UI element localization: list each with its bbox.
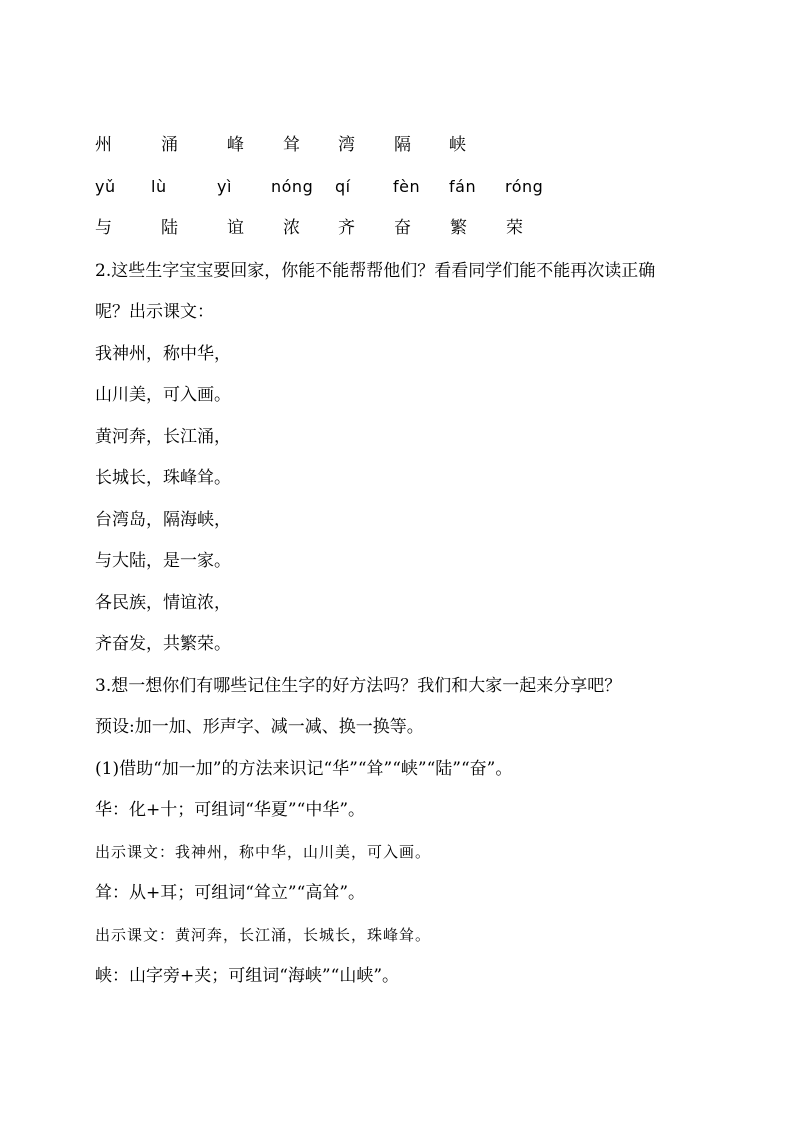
poem-line: 各民族，情谊浓， (95, 593, 231, 613)
pinyin-cell: fèn (393, 177, 421, 196)
pinyin-cell: róng (505, 177, 544, 196)
char-cell: 齐 (338, 218, 355, 238)
xia-explanation: 峡：山字旁+夹；可组词“海峡”“山峡”。 (95, 966, 400, 986)
text-excerpt-2: 出示课文：黄河奔，长江涌，长城长，珠峰耸。 (95, 926, 432, 944)
song-explanation: 耸：从+耳；可组词“耸立”“高耸”。 (95, 883, 366, 903)
hua-explanation: 华：化+十；可组词“华夏”“中华”。 (95, 800, 366, 820)
question-3: 3.想一想你们有哪些记住生字的好方法吗？我们和大家一起来分享吧？ (95, 676, 622, 696)
poem-line: 我神州，称中华， (95, 344, 231, 364)
char-cell: 峰 (227, 135, 244, 155)
char-cell: 峡 (449, 135, 466, 155)
poem-line: 黄河奔，长江涌， (95, 427, 231, 447)
question-2-line-1: 2.这些生字宝宝要回家，你能不能帮帮他们？看看同学们能不能再次读正确 (95, 261, 656, 281)
poem-line: 与大陆，是一家。 (95, 551, 231, 571)
char-cell: 涌 (161, 135, 178, 155)
pinyin-cell: fán (449, 177, 477, 196)
char-cell: 与 (95, 218, 112, 238)
poem-line: 台湾岛，隔海峡， (95, 510, 231, 530)
char-cell: 隔 (394, 135, 411, 155)
subsection-1: (1)借助“加一加”的方法来识记“华”“耸”“峡”“陆”“奋”。 (95, 759, 513, 779)
char-cell: 繁 (450, 218, 467, 238)
char-cell: 湾 (338, 135, 355, 155)
char-cell: 州 (95, 135, 112, 155)
question-2-line-2: 呢？出示课文： (95, 302, 214, 322)
preset-line: 预设:加一加、形声字、减一减、换一换等。 (95, 717, 424, 737)
pinyin-cell: qí (335, 177, 351, 196)
char-cell: 耸 (283, 135, 300, 155)
pinyin-cell: yì (217, 177, 232, 196)
char-cell: 荣 (506, 218, 523, 238)
poem-line: 长城长，珠峰耸。 (95, 468, 231, 488)
poem-line: 山川美，可入画。 (95, 385, 231, 405)
pinyin-cell: lù (151, 177, 167, 196)
char-row-2 (0, 216, 794, 240)
char-cell: 浓 (283, 218, 300, 238)
poem-line: 齐奋发，共繁荣。 (95, 634, 231, 654)
char-cell: 奋 (394, 218, 411, 238)
pinyin-cell: yǔ (95, 177, 116, 196)
pinyin-row (0, 175, 794, 199)
char-cell: 谊 (227, 218, 244, 238)
char-row-1 (0, 133, 794, 157)
text-excerpt-1: 出示课文：我神州，称中华，山川美，可入画。 (95, 843, 432, 861)
pinyin-cell: nóng (271, 177, 314, 196)
char-cell: 陆 (161, 218, 178, 238)
